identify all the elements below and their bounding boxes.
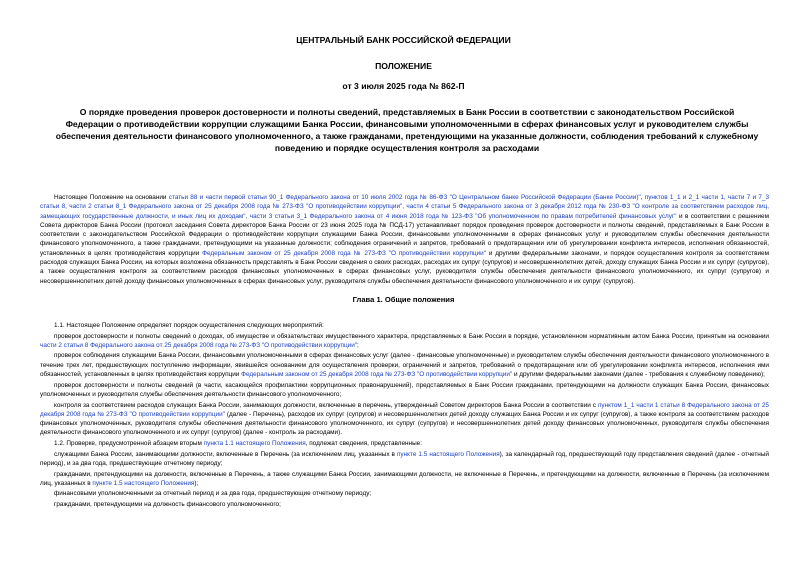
paragraph	[40, 351, 769, 379]
paragraph-text: контроля за соответствием расходов служащих Банка России, занимающих должности, включенные в перечень, утвержденный Советом директоров Банка России в соответствии с	[54, 401, 598, 409]
internal-link[interactable]: пункте 1.5 настоящего Положения	[92, 479, 195, 487]
paragraph-text: служащими Банка России, занимающими должности, включенные в Перечень (за исключением лиц, указанных в	[54, 450, 397, 458]
paragraph-text: и другими федеральными законами (далее - требования к служебному поведению);	[512, 371, 765, 379]
paragraph: проверок достоверности и полноты сведений (в части, касающейся профилактики коррупционных правонарушений), представляемых в Банк России гражданами, претендующими на должности служащих Банка России, финансовых уполномоченных и руководителя службы обеспечения деятельности финансового уполномоченного;	[40, 381, 769, 398]
paragraph-text: 1.2. Проверке, предусмотренной абзацем вторым	[54, 440, 204, 448]
paragraph-text: гражданами, претендующими на должности, включенные в Перечень, а также служащими Банка России, занимающими должности, не включенные в Перечень, и претендующими на должности, включенные в Перечень (за исключением лиц, указанных в	[40, 470, 769, 487]
paragraph-text: ), за календарный год, предшествующий году представления сведений (далее - отчетный период), и за два года, предшествующие отчетному периоду;	[40, 450, 769, 467]
paragraph: гражданами, претендующими на должность финансового уполномоченного;	[54, 501, 281, 509]
document-subject: О порядке проведения проверок достоверности и полноты сведений, представляемых в Банк России в соответствии с законодательством Российской Федерации о противодействии коррупции служащими Банка России, финансовыми уполномоченными в сферах финансовых услуг и руководителем службы обеспечения деятельности финансового уполномоченного, а также гражданами, претендующими на указанные должности, соблюдения требований к служебному поведению и порядке осуществления контроля за расходами	[55, 107, 759, 153]
internal-link[interactable]: пункта 1.1 настоящего Положения	[203, 440, 306, 448]
internal-link[interactable]: пункте 1.5 настоящего Положения	[396, 450, 500, 458]
paragraph: 1.1. Настоящее Положение определяет порядок осуществления следующих мероприятий:	[54, 322, 324, 329]
paragraph	[40, 450, 769, 469]
paragraph	[40, 332, 769, 351]
preamble-text: ,	[640, 194, 645, 201]
paragraph	[40, 401, 769, 438]
paragraph-text: (далее - Перечень), расходов их супруг (супругов) и несовершеннолетних детей доходу служащих Банка России и их супруг (супругов), а также контроля за соответствием расходов финансовых уполномоченных, руководителя службы обеспечения деятельности финансового уполномоченного, их супруг (супругов) и несовершеннолетних детей доходу финансовых уполномоченных, руководителя службы обеспечения деятельности финансового уполномоченного и их супруг (супругов) (далее - контроль за расходами).	[40, 410, 769, 437]
preamble-text: и в соответствии с решением Совета директоров Банка России (протокол заседания Совета директоров Банка России от 23 июня 2025 года № ПСД-17) устанавливает порядок проведения проверок достоверности и полноты сведений, представляемых в Банк России в соответствии с законодательством Российской Федерации о противодействии коррупции служащими Банка России, финансовыми уполномоченными в сферах финансовых услуг и руководителем службы обеспечения деятельности финансового уполномоченного, а также гражданами, претендующими на указанные должности; соблюдения ограничений и запретов, требований о предотвращении или об урегулировании конфликта интересов, исполнения обязанностей, установленных в целях противодействия коррупции	[40, 212, 770, 257]
chapter-body	[40, 321, 769, 511]
document-type: ПОЛОЖЕНИЕ	[375, 61, 432, 71]
law-link[interactable]: статьи 88 и части первой статьи 90_1 Федерального закона от 10 июля 2002 года № 86-ФЗ "О Центральном банке Российской Федерации (Банке России)"	[168, 194, 641, 201]
paragraph-text: проверок соблюдения служащими Банка России, финансовыми уполномоченными в сферах финансовых услуг (далее - финансовые уполномоченные) и руководителем службы обеспечения деятельности финансового уполномоченного в течение трех лет, предшествующих поступлению информации, явившейся основанием для осуществления проверки, ограничений и запретов, требований о предотвращении или об урегулировании конфликта интересов, исполнения ими обязанностей, установленных в целях противодействия коррупции	[40, 352, 769, 379]
law-link[interactable]: пунктов 1_1 и 2_1 части 1, части 7 и 7_3 статьи 8, части 2 статьи 8_1 Федерального закона от 25 декабря 2008 года № 273-ФЗ "О противодействии коррупции", части 4 статьи 5 Федерального закона от 3 декабря 2012 года № 230-ФЗ "О контроле за соответствием расходов лиц, замещающих государственные должности, и иных лиц их доходам", части 3 статьи 3_1 Федерального закона от 4 июня 2018 года № 123-ФЗ "Об уполномоченном по правам потребителей финансовых услуг"	[40, 194, 769, 220]
law-link[interactable]: пунктом 1_1 части 1 статьи 8 Федерального закона от 25 декабря 2008 года № 273-ФЗ "О противодействии коррупции"	[40, 401, 769, 418]
preamble-text: Настоящее Положение на основании	[54, 194, 169, 201]
law-link[interactable]: Федеральным законом от 25 декабря 2008 года № 273-ФЗ "О противодействии коррупции"	[241, 371, 513, 379]
paragraph-text: , подлежат сведения, представленные:	[305, 440, 423, 448]
paragraph-text: ;	[357, 341, 359, 349]
preamble-paragraph	[40, 193, 769, 286]
law-link[interactable]: Федеральным законом от 25 декабря 2008 года № 273-ФЗ "О противодействии коррупции"	[202, 249, 486, 257]
preamble	[40, 193, 769, 286]
chapter-title: Глава 1. Общие положения	[352, 295, 455, 304]
paragraph-text: );	[194, 479, 199, 487]
paragraph-text: проверок достоверности и полноты сведений о доходах, об имуществе и обязательствах имущественного характера, представляемых в Банк России в порядке, установленном нормативным актом Банка России, принятым на основании	[54, 332, 769, 340]
issuer-title: ЦЕНТРАЛЬНЫЙ БАНК РОССИЙСКОЙ ФЕДЕРАЦИИ	[296, 35, 511, 45]
paragraph: финансовыми уполномоченными за отчетный период и за два года, предшествующие отчетному периоду;	[54, 490, 372, 498]
law-link[interactable]: части 2 статьи 8 Федерального закона от 25 декабря 2008 года № 273-ФЗ "О противодействии коррупции"	[40, 341, 358, 349]
paragraph	[40, 439, 769, 448]
document-date: от 3 июля 2025 года № 862-П	[342, 81, 465, 91]
paragraph	[40, 470, 769, 489]
preamble-text: и другими федеральными законами, и порядок осуществления контроля за соответствием расходов служащих Банка России, на которых возложена обязанность представлять в Банк России сведения о своих расходах, расходах их супруг (супругов) и несовершеннолетних детей, доходу служащих Банка России и их супруг (супругов), а также осуществления контроля за соответствием расходов финансовых уполномоченных в сферах финансовых услуг, руководителя службы обеспечения деятельности финансового уполномоченного, их супруг (супругов) и несовершеннолетних детей доходу финансовых уполномоченных в сферах финансовых услуг, руководителя службы обеспечения деятельности финансового уполномоченного и их супруг (супругов).	[40, 249, 769, 285]
